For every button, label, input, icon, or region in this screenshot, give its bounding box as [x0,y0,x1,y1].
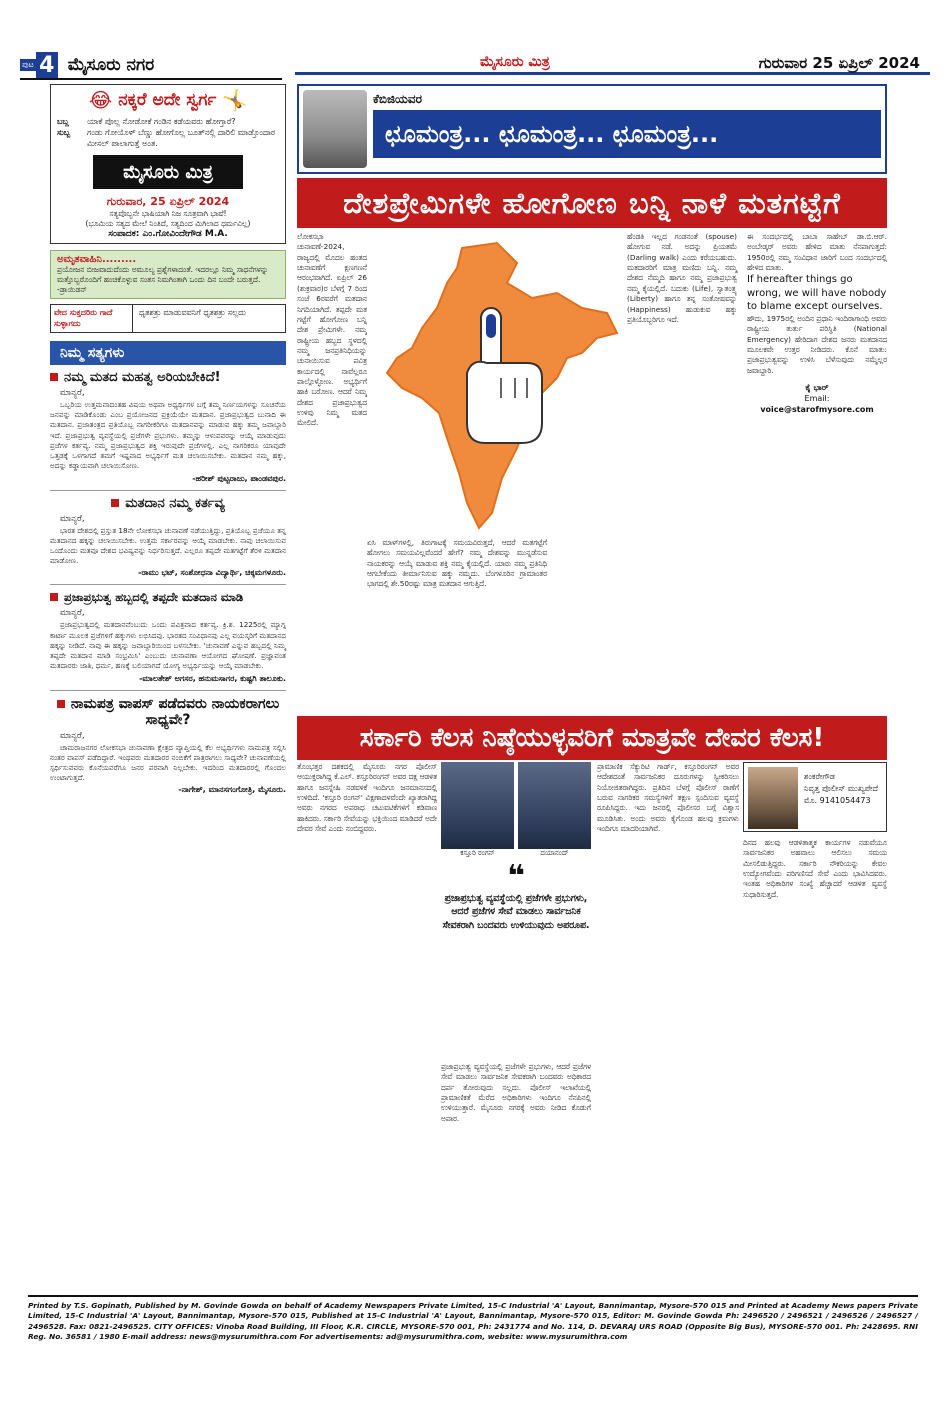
amrutha-text: ಪ್ರಯೋಜನ ಬೀಜವಾದುದೆಂದು ಅಮೂಲ್ಯ ಪ್ರಶ್ನೆಗಳಾದಂತೆ. ಇದರಲ್ಲೂ ನಿಮ್ಮ ಸಾಧನೆಗಳನ್ನು ಮತ್ತೊಬ್ಬರೊಂದಿಗೆ ಹಂಚಿಕೊಳ್ಳುವ ಸಂತಸ ನಿಮಗಿಂತಾಗಿ ಒಂದು ದಿನ ಬಂದೇ ಬರುತ್ತದೆ. -ಡ್ರಾಯಿಡನ್ [57,264,269,295]
letter-body [50,743,286,784]
letter-title [50,496,286,511]
section-name: ಮೈಸೂರು ನಗರ [67,55,155,75]
author-box [743,762,887,832]
letter-title [50,590,286,605]
author-phone: ಮೊ. 9141054473 [804,796,871,805]
letter-item [50,691,286,802]
letter-body-text: ಪ್ರಜಾಪ್ರಭುತ್ವದಲ್ಲಿ ಮತದಾನವೆಂಬುದು ಒಂದು ಪವಿತ್ರವಾದ ಕರ್ತವ್ಯ. ಕ್ರಿ.ಶ. 1225ರಲ್ಲಿ ಮ್ಯಾಗ್ನ ಕಾರ್ಟಾ ಮೂಲಕ ಪ್ರಜೆಗಳಿಗೆ ಹಕ್ಕುಗಳು ಲಭಿಸಿದವು. ಭಾರತದ ಸಂವಿಧಾನವು ಎಲ್ಲ ವಯಸ್ಕರಿಗೆ ಮತದಾನದ ಹಕ್ಕನ್ನು ನೀಡಿದೆ. ನಾವು ಈ ಹಕ್ಕನ್ನು ಜವಾಬ್ದಾರಿಯಿಂದ ಬಳಸಬೇಕು. 'ಚುನಾವಣೆ ಎನ್ನುವ ಹಬ್ಬದಲ್ಲಿ ನಿಮ್ಮ ತಪ್ಪದೇ ಮತದಾನ ಮಾಡಿ ಸಂಭ್ರಮಿಸಿ' ಎಂಬುದು ಚುನಾವಣಾ ಆಯೋಗದ ಘೋಷಣೆ. ಪ್ರಜ್ಞಾವಂತ ಮತದಾರರು ಜಾತಿ, ಧರ್ಮ, ಹಣಕ್ಕೆ ಬಲಿಯಾಗದೆ ಯೋಗ್ಯ ಅಭ್ಯರ್ಥಿಯನ್ನು ಆಯ್ಕೆ ಮಾಡಬೇಕು. [50,620,286,671]
page-tag: ಪುಟ [22,60,34,70]
joke-question-label: ಬಬ್ಲ [57,117,69,126]
second-story [297,762,887,1292]
masthead-editor: ಸಂಪಾದಕ: ಎಂ.ಗೋವಿಂದೇಗೌಡ M.A. [108,228,228,239]
story-column-4b-text: ಹೌದು, 1975ರಲ್ಲಿ ಅಂದಿನ ಪ್ರಧಾನಿ ಇಂದಿರಾಗಾಂಧಿ ಅವರು ರಾಷ್ಟ್ರೀಯ ತುರ್ತು ಪರಿಸ್ಥಿತಿ (National Emergency) ಹೇರಿದಾಗ ದೇಶದ ಜನರು ಮತದಾನದ ಮೂಲಕವೇ ಉತ್ತರ ನೀಡಿದರು. ಕೊನೆ ಮಾತು: ಪ್ರಜಾಪ್ರಭುತ್ವವನ್ನು ಉಳಿಸಿ ಬೆಳೆಸುವುದು ನಮ್ಮೆಲ್ಲರ ಜವಾಬ್ದಾರಿ. [747,313,887,375]
signature-name: ಕೈ ಭಾರ್‌ [805,383,829,393]
letter-salutation: ಮಾನ್ಯರೆ, [60,388,85,399]
letter-body-text: ಒಬ್ಬರಿಯ ಉತ್ತಮವಾದಂತಹ ವಿಷಯ ಅಥವಾ ಅಧ್ಯರ್ಥಿಗಳ ಬಗ್ಗೆ ತಮ್ಮ ನಿರ್ಣಯಗಳನ್ನು ಸೂಚನೆಯ ಜನವನ್ನು ಮಾಡಿಕೊಂಡು ಎಂಬ ಪ್ರಯೋಜನದ ಪ್ರಕ್ರಿಯೆಯೇ ಮತದಾನ. ಪ್ರಜಾಪ್ರಭುತ್ವದ ಬುನಾದಿ ಈ ಮತದಾನ. ಪ್ರಜಾತಂತ್ರದ ಪ್ರತಿಯೊಬ್ಬ ನಾಗರೀಕರಿಗೂ ಮತದಾನವನ್ನು ಮಾಡುವ ಹಕ್ಕು ತಮ್ಮ ಜವಾಬ್ದಾರಿ ಇದೆ. ಪ್ರಜಾಪ್ರಭುತ್ವ ವ್ಯವಸ್ಥೆಯಲ್ಲಿ ಪ್ರಜೆಗಳೇ ಪ್ರಭುಗಳು. ತಮ್ಮನ್ನು ಆಳುವವರನ್ನು ಆಯ್ಕೆ ಮಾಡುವುದು ಪ್ರಜೆಗಳ ಕರ್ತವ್ಯ. ನಮ್ಮ ಪ್ರಜಾಪ್ರಭುತ್ವದ ಶಕ್ತಿ ಇರುವುದೇ ಪ್ರಜೆಗಳಲ್ಲಿ. ಎಲ್ಲ ನಾಗರಿಕರೂ ಯಾವುದೇ ಒತ್ತಡಕ್ಕೆ ಒಳಗಾಗದೆ ತಮಗೆ ಇಷ್ಟವಾದ ಅಭ್ಯರ್ಥಿಗೆ ಮತ ಚಲಾಯಿಸಬೇಕು. ಮತದಾನ ನಮ್ಮ ಹಕ್ಕು, ಅದನ್ನು ಕಡ್ಡಾಯವಾಗಿ ಚಲಾಯಿಸೋಣ. [50,400,286,471]
india-map-voting-graphic [367,238,627,538]
story2-column-1-text: ತೊಂಭತ್ತರ ದಶಕದಲ್ಲಿ ಮೈಸೂರು ನಗರ ಪೊಲೀಸ್ ಆಯುಕ್ತರಾಗಿದ್ದ ಕೆ.ಎಲ್. ಕಸ್ತೂರಿರಂಗನ್ ಅವರ ದಕ್ಷ ಆಡಳಿತ ಹಾಗೂ ಜನಸ್ನೇಹಿ ನಡವಳಿಕೆ ಇಂದಿಗೂ ಜನಮಾನಸದಲ್ಲಿ ಉಳಿದಿದೆ. 'ಕಸ್ತೂರಿ ರಂಗನ್' ವಿಕ್ಷಣಾದಳವೆಂದೇ ಖ್ಯಾತರಾಗಿದ್ದ ಅವರು ನಗರದ ಅಪರಾಧ ಚಟುವಟಿಕೆಗಳಿಗೆ ಕಡಿವಾಣ ಹಾಕಿದರು. ಸರ್ಕಾರಿ ಸೇವೆಯನ್ನು ಭಕ್ತಿಯಿಂದ ಮಾಡಿದರೆ ಅದೇ ದೇವರ ಸೇವೆ ಎಂದು ನಂಬಿದ್ದವರು. [297,762,437,834]
story-column-4 [747,232,887,416]
pull-quote [441,859,591,932]
page-header [20,50,930,80]
columnist-name: ಕೆಬಿಜಿಯವರ [373,92,422,106]
story2-column-3-text: ಪ್ರಾಮಾಣಿಕ ಸೆಕ್ಯುರಿಟಿ ಗಾರ್ಡ್, ಕಸ್ತೂರಿರಂಗನ್ ಅವರ ಆದೇಶದಂತೆ ಸಾರ್ವಜನಿಕರ ದೂರುಗಳನ್ನು ಸ್ವೀಕರಿಸಲು ನಿಯೋಜಿತರಾಗಿದ್ದರು. ಪ್ರತಿದಿನ ಬೆಳಗ್ಗೆ ಪೊಲೀಸ್ ಠಾಣೆಗೆ ಬರುವ ನಾಗರಿಕರ ಸಮಸ್ಯೆಗಳಿಗೆ ತಕ್ಷಣ ಸ್ಪಂದಿಸುವ ವ್ಯವಸ್ಥೆ ರೂಪಿಸಿದ್ದರು. ಇದು ಜನರಲ್ಲಿ ಪೊಲೀಸರ ಬಗ್ಗೆ ವಿಶ್ವಾಸ ಮೂಡಿಸಿತು. ಅಂದು ಅವರು ಕೈಗೊಂಡ ಹಲವು ಕ್ರಮಗಳು ಇಂದಿಗೂ ಮಾದರಿಯಾಗಿವೆ. [597,762,739,834]
paper-logo-small: ಮೈಸೂರು ಮಿತ್ರ [480,54,550,70]
letter-title [50,370,286,385]
story2-column-1 [297,762,437,835]
letter-signature: -ರಾಮು ಭಟ್, ಸಂಶೋಧನಾ ವಿದ್ಯಾರ್ಥಿ, ಚಿಕ್ಕಮಗಳೂರು. [138,568,286,578]
amrutha-title: ಅಮೃತವಾಹಿನಿ......... [57,253,137,265]
letter-title-text: ನಾಮಪತ್ರ ವಾಪಸ್ ಪಡೆದವರು ನಾಯಕರಾಗಲು ಸಾಧ್ಯವೇ? [70,695,280,728]
story2-column-3 [597,762,739,835]
main-headline: ದೇಶಪ್ರೇಮಿಗಳೇ ಹೋಗೋಣ ಬನ್ನಿ ನಾಳೆ ಮತಗಟ್ಟೆಗೆ [297,178,887,228]
officer-photo-1-caption: ಕಸ್ತೂರಿ ರಂಗನ್ [441,849,514,858]
masthead-logo: ಮೈಸೂರು ಮಿತ್ರ [93,155,243,189]
officer-photo-2 [518,762,591,858]
bullet-square-icon [50,373,58,381]
story-column-2-text: ಏಸಿ ಮಾಳ್‌ಗಳಲ್ಲಿ, ತಿರುಗಾಟಕ್ಕೆ ಸಮಯವಿರುತ್ತದೆ, ಆದರೆ ಮತಗಟ್ಟೆಗೆ ಹೋಗಲು ಸಮಯವಿಲ್ಲವೆಂದರೆ ಹೇಗೆ? ನಮ್ಮ ದೇಶವನ್ನು ಮುನ್ನಡೆಸುವ ನಾಯಕರನ್ನು ಆಯ್ಕೆ ಮಾಡುವ ಶಕ್ತಿ ನಮ್ಮ ಕೈಯಲ್ಲಿದೆ. ಯಾರು ನಮ್ಮ ಪ್ರತಿನಿಧಿ ಆಗಬೇಕೆಂದು ತೀರ್ಮಾನಿಸುವ ಹಕ್ಕು ನಮ್ಮದು. ಬೆಂಗಳೂರಿನ ಗ್ರಾಮಾಂತರ ಭಾಗದಲ್ಲಿ ಶೇ.50ರಷ್ಟು ಮಾತ್ರ ಮತದಾನ ಆಗುತ್ತಿದೆ. [367,538,547,589]
column-title: ಛೂಮಂತ್ರ... ಛೂಮಂತ್ರ... ಛೂಮಂತ್ರ... [373,110,881,158]
letter-body-text: ಚಾಮರಾಜನಗರ ಲೋಕಸಭಾ ಚುನಾವಣಾ ಕ್ಷೇತ್ರದ ವ್ಯಾಪ್ತಿಯಲ್ಲಿ ಕೆಲ ಅಭ್ಯರ್ಥಿಗಳು ನಾಮಪತ್ರ ಸಲ್ಲಿಸಿ ನಂತರ ವಾಪಸ್ ಪಡೆದಿದ್ದಾರೆ. ಇಂಥವರು ಮತದಾರರ ನಂಬಿಕೆಗೆ ಪಾತ್ರರಾಗಲು ಸಾಧ್ಯವೇ? ಚುನಾವಣೆಯಲ್ಲಿ ಸ್ಪರ್ಧಿಸುವವರು ಕೊನೆಯವರೆಗೂ ಜನರ ಪರವಾಗಿ ನಿಲ್ಲಬೇಕು. ಇದರಿಂದ ಮತದಾರರಲ್ಲಿ ಗೊಂದಲ ಉಂಟಾಗುತ್ತದೆ. [50,742,286,783]
signature-email[interactable]: voice@starofmysore.com [760,405,874,415]
letter-body [50,400,286,472]
story2-column-2-text: ಪ್ರಜಾಪ್ರಭುತ್ವ ವ್ಯವಸ್ಥೆಯಲ್ಲಿ ಪ್ರಜೆಗಳೇ ಪ್ರಭುಗಳು, ಆದರೆ ಪ್ರಜೆಗಳ ಸೇವೆ ಮಾಡಲು ಸಾರ್ವಜನಿಕ ಸೇವಕರಾಗಿ ಬಂದವರು ಅಧಿಕಾರದ ದರ್ಪ ತೋರುವುದು ಸಲ್ಲದು. ಪೊಲೀಸ್ ಇಲಾಖೆಯಲ್ಲಿ ಪ್ರಾಮಾಣಿಕತೆ ಮೆರೆದ ಅಧಿಕಾರಿಗಳು ಇಂದಿಗೂ ನೆನಪಿನಲ್ಲಿ ಉಳಿಯುತ್ತಾರೆ. ಮೈಸೂರು ನಗರಕ್ಕೆ ಅವರು ನೀಡಿದ ಕೊಡುಗೆ ಅಪಾರ. [441,1062,591,1123]
officer-photo-1 [441,762,514,858]
author-photo [748,767,798,829]
letter-salutation: ಮಾನ್ಯರೆ, [60,513,85,524]
cartoon-man-icon: 🤸 [222,88,248,112]
second-headline: ಸರ್ಕಾರಿ ಕೆಲಸ ನಿಷ್ಠೆಯುಳ್ಳವರಿಗೆ ಮಾತ್ರವೇ ದೇವರ ಕೆಲಸ! [297,716,887,760]
letter-body [50,526,286,567]
left-column [50,84,286,801]
story-column-3 [627,232,737,325]
print-line: Printed by T.S. Gopinath, Published by M. Govinde Gowda on behalf of Academy Newspapers Private Limited, 15-C Industrial 'A' Layout, Bannimantap, Mysore-570 015 and Printed at Academy News papers Private Limited, 15-C Industrial 'A' Layout, Bannimantap, Mysore-570 015, Published at 15-C Industrial 'A' Layout, Bannimantap, Mysore-570 015, Editor: M. Govinde Gowda Ph: 2496520 / 2496521 / 2496526 / 2496527 / 2496528. Fax: 0821-2496525. CITY OFFICES: Vinoba Road Building, III Floor, K.R. CIRCLE, MYSORE-570 001, Ph: 2431774 and No. 114, D. DEVARAJ URS ROAD (Opposite Big Bus), MYSORE-570 001. Ph: 2428695. RNI Reg. No. 36581 / 1980 E-mail address: news@mysurumithra.com For advertisements: ad@mysurumithra.com, website: www.mysurumithra.com [28,1295,918,1342]
header-date: ಗುರುವಾರ 25 ಏಪ್ರಿಲ್ 2024 [758,54,920,72]
nakkare-box [50,84,286,244]
officer-photos [441,762,591,858]
story2-column-2 [441,1062,591,1124]
letters-header: ನಿಮ್ಮ ಸತ್ಯಗಳು [50,341,286,365]
author-role: ನಿವೃತ್ತ ಪೊಲೀಸ್ ಮುಖ್ಯಪೇದೆ [804,784,879,793]
masthead-date: ಗುರುವಾರ, 25 ಏಪ್ರಿಲ್ 2024 [106,195,230,209]
letter-salutation: ಮಾನ್ಯರೆ, [60,608,85,619]
joke-text [51,115,285,151]
joke-answer [57,128,279,150]
proverb-text: ಧೃತಶತ್ರು ಮಾಡುವವನಿಗೆ ಧೃತಶತ್ರು ಸಲ್ಲದು [139,308,246,318]
section-rule [20,78,282,80]
bullet-square-icon [57,700,65,708]
letter-salutation: ಮಾನ್ಯರೆ, [60,730,85,741]
columnist-photo [303,90,367,168]
proverb-box [50,304,286,333]
page-number: 4 [36,52,58,78]
letter-title [50,696,286,728]
story2-column-4-text: ದಿನದ ಹಲವು ಆಡಳಿತಾತ್ಮಕ ಕಾರ್ಯಗಳ ನಡುವೆಯೂ ಸಾರ್ವಜನಿಕರ ಅಹವಾಲು ಆಲಿಸಲು ಸಮಯ ಮೀಸಲಿಡುತ್ತಿದ್ದರು. ಸರ್ಕಾರಿ ನೌಕರಿಯನ್ನು ಕೇವಲ ಉದ್ಯೋಗವೆಂದು ಪರಿಗಣಿಸದೆ ಸೇವೆ ಎಂದು ಭಾವಿಸಿದವರು. ಇಂತಹ ಅಧಿಕಾರಿಗಳ ಸಂಖ್ಯೆ ಹೆಚ್ಚಾದರೆ ಆಡಳಿತ ವ್ಯವಸ್ಥೆ ಸುಧಾರಿಸುತ್ತದೆ. [743,838,887,899]
masthead-motto-translation: (ಭೂಮಿಯ ಸತ್ಯದ ಮೇಲೆ ನಿಂತಿದೆ, ಸತ್ಯದಿಂದ ಮಿಗಿಲಾದ ಧರ್ಮವಿಲ್ಲ) [85,219,251,229]
bullet-square-icon [111,499,119,507]
letter-title-text: ಪ್ರಜಾಪ್ರಭುತ್ವ ಹಬ್ಬದಲ್ಲಿ ತಪ್ಪದೇ ಮತದಾನ ಮಾಡಿ [64,590,244,605]
header-rule [295,72,930,75]
nakkare-title [51,85,285,115]
letter-item [50,365,286,491]
page-number-box [20,52,58,78]
joke-answer-text: ಗಂಡು ಗೋಯೊಳ್ ಬೆಣ್ಣು ಹೋಗೊಲ್ಲ ಬೂತ್‌ನಲ್ಲಿ ದಾರಿಲಿ ಮಾಡ್ತೊಂದಾರ ಮೀಸಲ್ ಪಾಲಾಗುತ್ತೆ ಅಂತ. [87,127,276,148]
nakkare-title-text: ನಕ್ಕರೆ ಅದೇ ಸ್ವರ್ಗ [118,90,217,110]
joke-question-text: ಯಾಕೆ ಪೊಲ್ಲ ನೋಡೋಕೆ ಗಂಡಿನ ಕಡೆಯವರು ಹೋಗ್ತಾರೆ? [87,117,236,126]
letter-item [50,491,286,586]
column-banner [297,84,887,174]
main-story [297,232,887,712]
story-signature [747,382,887,416]
signature-email-label: Email: [804,394,830,404]
proverb-label: ವೇದ ಸುಕ್ತದರಿರು ಗಾದೆ ಸುಳ್ಳಾಗದು [51,305,133,332]
laughing-face-icon: 😂 [88,88,113,112]
letter-title-text: ನಮ್ಮ ಮತದ ಮಹತ್ವ ಅರಿಯಬೇಕಿದೆ! [64,370,221,386]
ambedkar-quote: If hereafter things go wrong, we will have nobody to blame except ourselves. [747,274,887,313]
letter-signature: -ಮಾಲತೇಶ್ ಅಗಸರ, ಹನುಮಸಾಗರ, ಕುಷ್ಟಗಿ ತಾಲೂಕು. [139,673,286,683]
story-column-1 [297,232,367,429]
story2-column-4 [743,838,887,900]
story-column-3-text: ಹೆಂಡತಿ ಇಲ್ಲದ ಗಂಡನಂತೆ (spouse) ಹೋಗುವ ನಡೆ. ಅದನ್ನು ಪ್ರಿಯತಮೆ (Darling walk) ಎಂದು ಕರೆಯಬಹುದು. ಮತದಾರರಿಗೆ ಮಾತ್ರ ಮಣಿದು ಬನ್ನಿ. ನಮ್ಮ ದೇಶದ ನೆಮ್ಮದಿ ಹಾಗೂ ನಮ್ಮ ಪ್ರಜಾಪ್ರಭುತ್ವ ನಮ್ಮ ಕೈಯಲ್ಲಿದೆ. ಬದುಕು (Life), ಸ್ವಾತಂತ್ರ್ಯ (Liberty) ಹಾಗೂ ತನ್ನ ಸಂತೋಷವನ್ನು (Happiness) ಹುಡುಕುವ ಹಕ್ಕು ಪ್ರತಿಯೊಬ್ಬರಿಗೂ ಇದೆ. [627,232,737,324]
pull-quote-text: ಪ್ರಜಾಪ್ರಭುತ್ವ ವ್ಯವಸ್ಥೆಯಲ್ಲಿ ಪ್ರಜೆಗಳೇ ಪ್ರಭುಗಳು, ಆದರೆ ಪ್ರಜೆಗಳ ಸೇವೆ ಮಾಡಲು ಸಾರ್ವಜನಿಕ ಸೇವಕರಾಗಿ ಬಂದವರು ಉಳಿಯುವುದು ಅಪರೂಪ. [442,893,590,931]
story-column-4-text: ಈ ಸಂದರ್ಭದಲ್ಲಿ ಬಾಬಾ ಸಾಹೇಬ್ ಡಾ.ಬಿ.ಆರ್. ಅಂಬೇಡ್ಕರ್ ಅವರು ಹೇಳಿದ ಮಾತು ನೆನಪಾಗುತ್ತದೆ: 1950ರಲ್ಲಿ ನಮ್ಮ ಸಂವಿಧಾನ ಜಾರಿಗೆ ಬಂದ ಸಂದರ್ಭದಲ್ಲಿ ಹೇಳಿದ ಮಾತು. [747,232,887,273]
author-name: ಶಂಕರೇಗೌಡ [804,772,835,781]
story-column-2 [367,538,547,590]
joke-question [57,117,279,128]
letter-body [50,620,286,671]
masthead-motto: ಸತ್ಯವೊಬ್ಬನೇ ಭಾಷಿಯಾಗಿ ನಿಜ ಸೂತ್ರವಾಗಿ ಭಾಷೆ! [109,209,227,219]
amrutha-box [50,250,286,299]
letter-signature: -ನಾಗೇಶ್, ಮಾನಸಗಂಗೋತ್ರಿ, ಮೈಸೂರು. [178,785,286,795]
officer-photo-2-caption: ದಯಾನಂದ್ [518,849,591,858]
bullet-square-icon [50,593,58,601]
letter-item [50,585,286,690]
joke-answer-label: ಸುಬ್ಬ [57,127,71,137]
letter-title-text: ಮತದಾನ ನಮ್ಮ ಕರ್ತವ್ಯ [125,495,225,511]
letter-signature: -ಹರೀಶ್ ಪುಟ್ಟರಾಜು, ಪಾಂಡವಪುರ. [192,473,286,483]
letter-body-text: ಭಾರತ ದೇಶದಲ್ಲಿ ಪ್ರಸ್ತುತ 18ನೇ ಲೋಕಸಭಾ ಚುನಾವಣೆ ನಡೆಯುತ್ತಿದ್ದು, ಪ್ರತಿಯೊಬ್ಬ ಪ್ರಜೆಯೂ ತನ್ನ ಮತದಾನದ ಹಕ್ಕನ್ನು ಚಲಾಯಿಸಬೇಕು. ಉತ್ತಮ ಸರ್ಕಾರವನ್ನು ಆಯ್ಕೆ ಮಾಡಬೇಕು. ನಾವು ಚಲಾಯಿಸುವ ಒಂದೊಂದು ಮತವೂ ದೇಶದ ಭವಿಷ್ಯವನ್ನು ನಿರ್ಧರಿಸುತ್ತದೆ. ಎಲ್ಲರೂ ತಪ್ಪದೇ ಮತಗಟ್ಟೆಗೆ ತೆರಳಿ ಮತದಾನ ಮಾಡೋಣ. [50,525,286,566]
story-column-1-text: ಲೋಕಸಭಾ ಚುನಾವಣೆ-2024, ರಾಜ್ಯದಲ್ಲಿ ಮೊದಲ ಹಂತದ ಚುನಾವಣೆಗೆ ಕ್ಷಣಗಣನೆ ಆರಂಭವಾಗಿದೆ. ಏಪ್ರಿಲ್ 26 (ಶುಕ್ರವಾರ)ರ ಬೆಳಗ್ಗೆ 7 ರಿಂದ ಸಂಜೆ 6ರವರೆಗೆ ಮತದಾನ ನಿಗದಿಯಾಗಿದೆ. ತಪ್ಪದೇ ಮತ ಗಟ್ಟೆಗೆ ಹೋಗೋಣ ಬನ್ನಿ ದೇಶ ಪ್ರೇಮಿಗಳೇ. ನಮ್ಮ ರಾಷ್ಟ್ರೀಯ ಹಬ್ಬದ ಸ್ಥಳದಲ್ಲಿ ನಮ್ಮ ಜನಪ್ರತಿನಿಧಿಯನ್ನು ಚುನಾಯಿಸುವ ಪವಿತ್ರ ಕಾರ್ಯದಲ್ಲಿ ನಾವೆಲ್ಲರೂ ಪಾಲ್ಗೊಳ್ಳೋಣ. ಅಭ್ಯರ್ಥಿಗೆ ಹಾಕಿ ಬರೋಣ. ಆದರೆ ನಿಮ್ಮ ದೇಶದ ಪ್ರಜಾಪ್ರಭುತ್ವದ ಉಳಿವು ನಿಮ್ಮ ಮತದ ಮೇಲಿದೆ. [297,232,367,428]
author-info [804,771,878,807]
quote-mark-icon: ❝ [507,859,525,894]
